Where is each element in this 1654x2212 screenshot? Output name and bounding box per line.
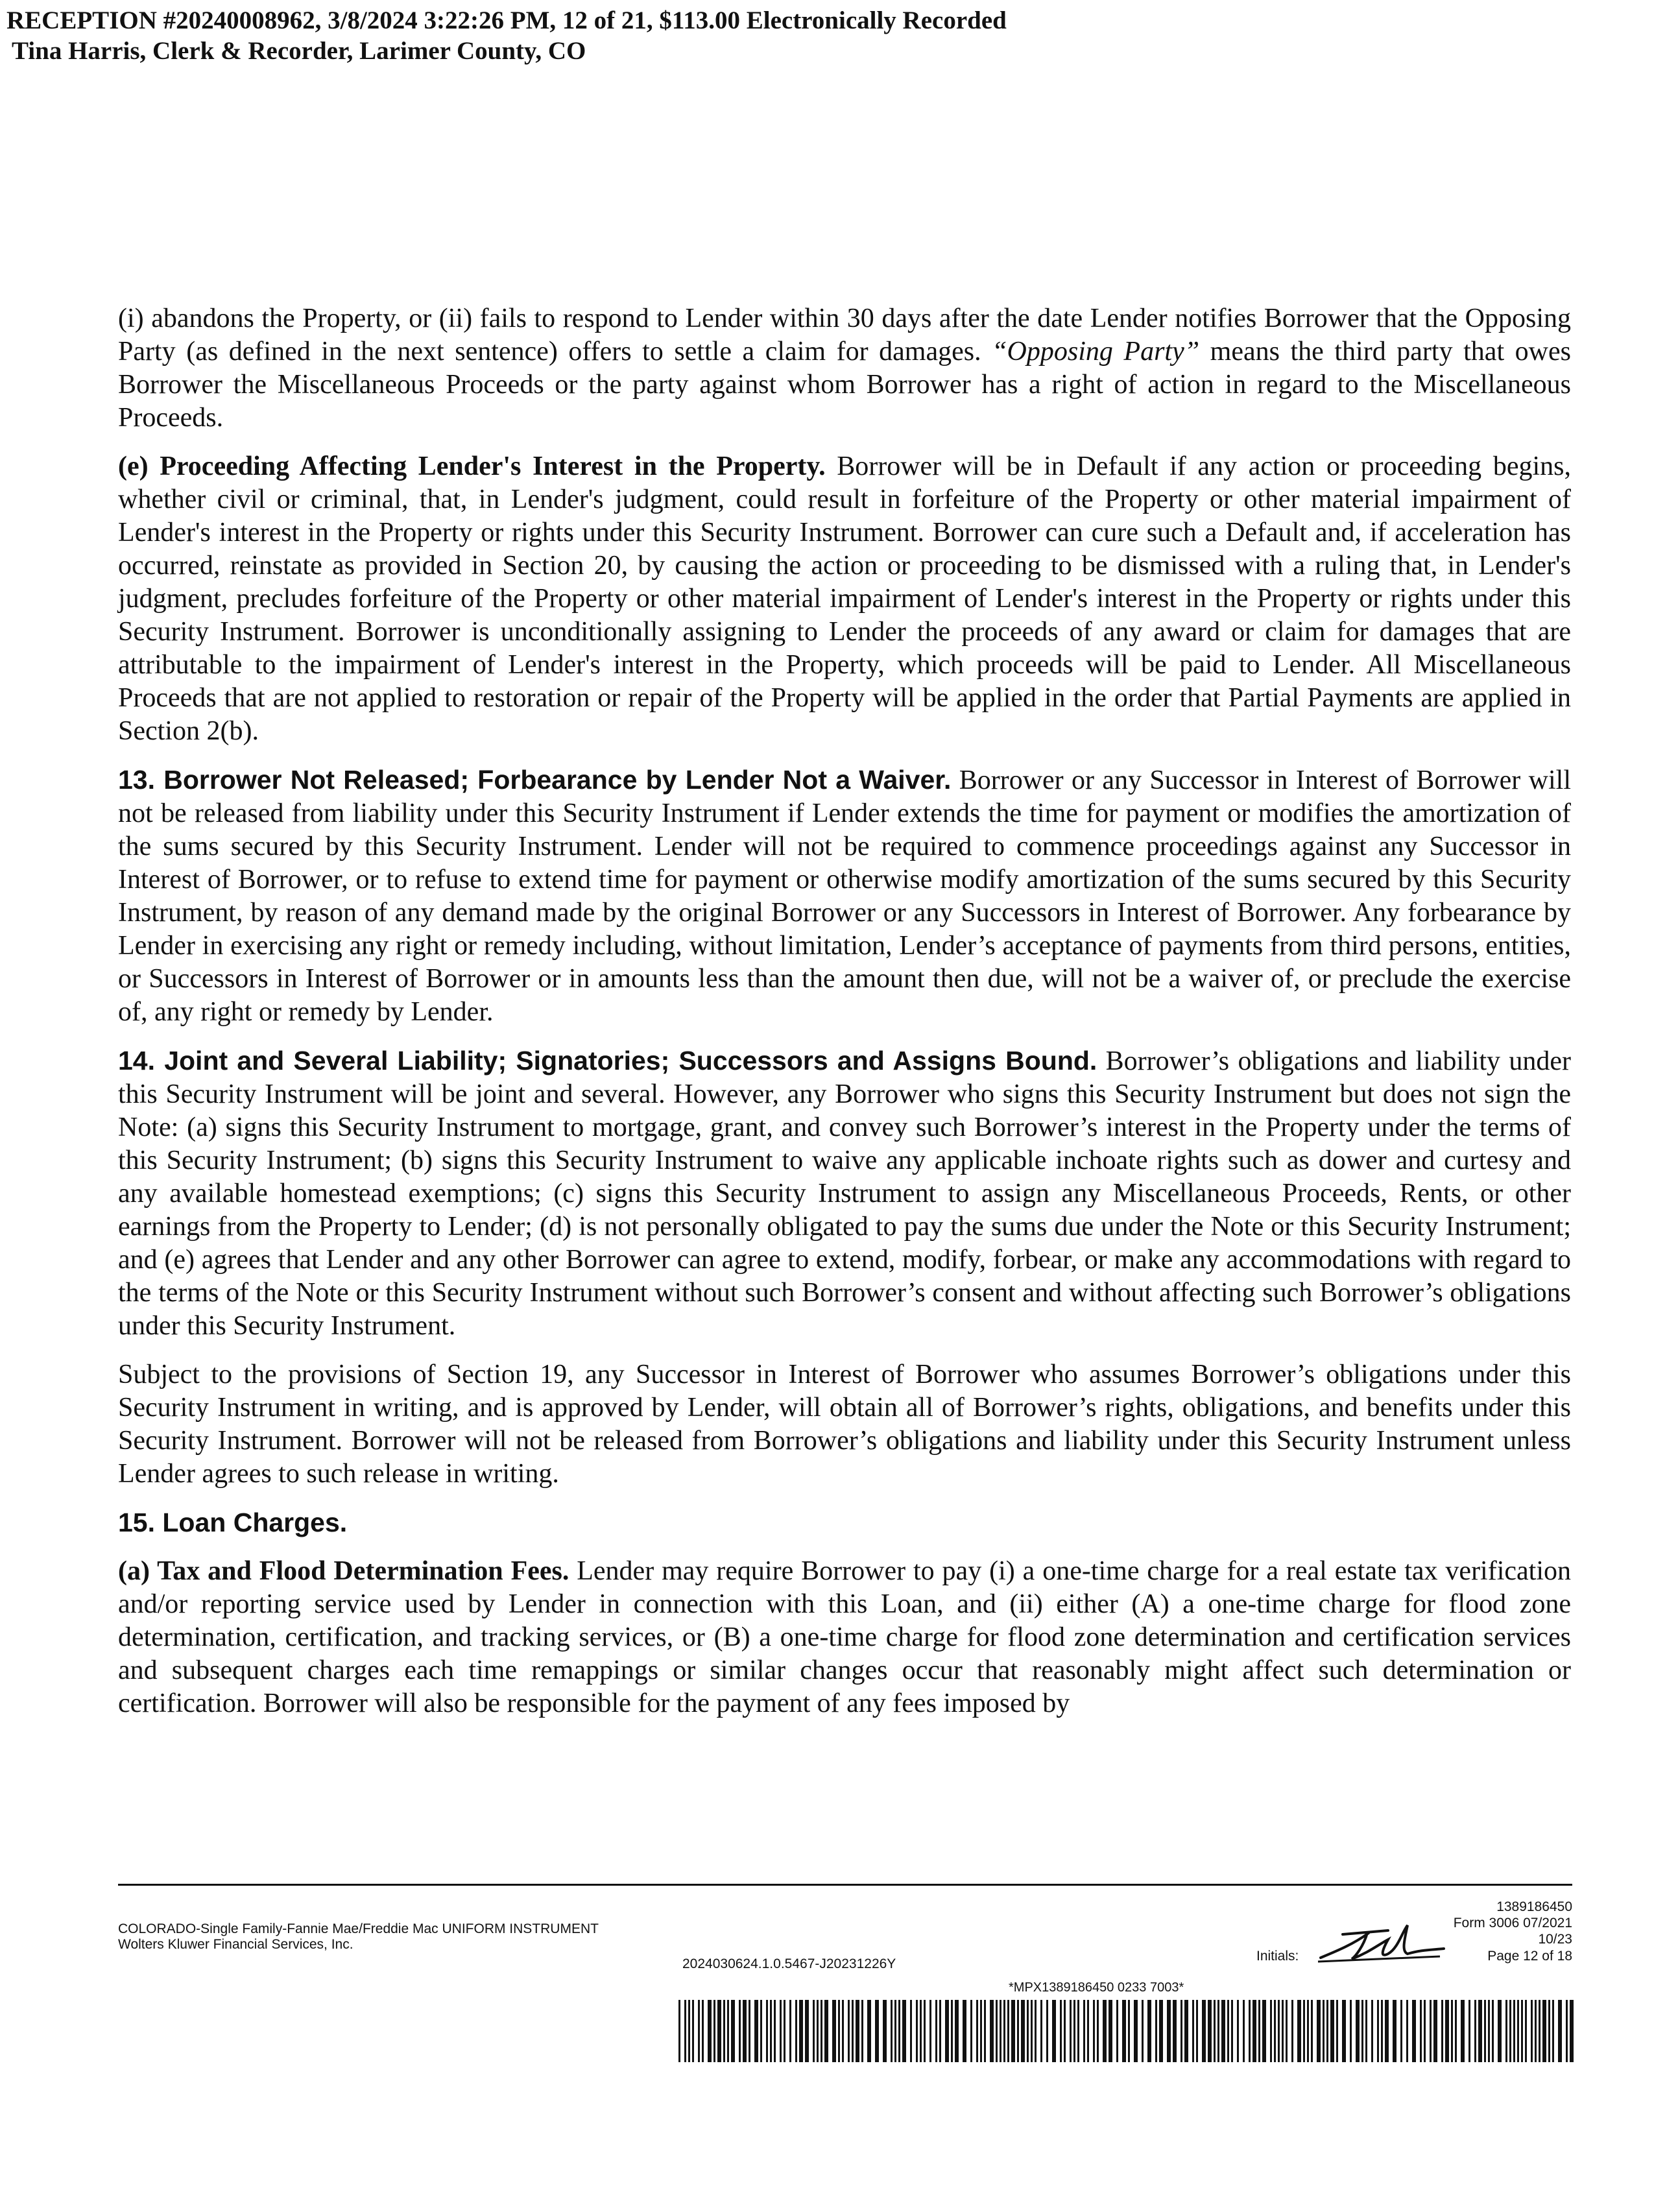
barcode-bar bbox=[838, 2000, 840, 2062]
barcode-bar bbox=[984, 2000, 986, 2062]
section-15a-heading: (a) Tax and Flood Determination Fees. bbox=[118, 1556, 569, 1586]
barcode-bar bbox=[1566, 2000, 1568, 2062]
barcode-bar bbox=[939, 2000, 941, 2062]
section-13 bbox=[118, 763, 1571, 1029]
barcode-bar bbox=[688, 2000, 690, 2062]
barcode-bar bbox=[1167, 2000, 1171, 2062]
section-15a-text: Lender may require Borrower to pay (i) a one-time charge for a real estate tax verification and/or reporting service used by Lender in connection with this Loan, and (ii) either (A) a one-time charge for flood zone determination, certification, and tracking services, or (B) a one-time charge for flood zone determination and certification services and subsequent charges each time remappings or similar changes occur that reasonably might affect such determination or certification. Borrower will also be responsible for the payment of any fees imposed by bbox=[118, 1556, 1572, 1718]
barcode-bar bbox=[1147, 2000, 1151, 2062]
barcode-bar bbox=[1430, 2000, 1432, 2062]
barcode-bar bbox=[684, 2000, 686, 2062]
barcode-bar bbox=[708, 2000, 712, 2062]
barcode-bar bbox=[990, 2000, 994, 2062]
barcode-bar bbox=[821, 2000, 822, 2062]
barcode-bar bbox=[1424, 2000, 1426, 2062]
barcode-bar bbox=[1031, 2000, 1033, 2062]
barcode-bar bbox=[951, 2000, 953, 2062]
barcode-bar bbox=[1400, 2000, 1402, 2062]
barcode-bar bbox=[1258, 2000, 1260, 2062]
barcode-bar bbox=[1539, 2000, 1540, 2062]
barcode-bar bbox=[1420, 2000, 1422, 2062]
barcode-bar bbox=[1103, 2000, 1107, 2062]
barcode-bar bbox=[1521, 2000, 1523, 2062]
barcode-bar bbox=[1021, 2000, 1025, 2062]
barcode-bar bbox=[713, 2000, 715, 2062]
barcode-bar bbox=[856, 2000, 859, 2062]
barcode-graphic bbox=[677, 2000, 1575, 2062]
barcode-bar bbox=[910, 2000, 912, 2062]
barcode-bar bbox=[898, 2000, 900, 2062]
barcode-bar bbox=[1317, 2000, 1321, 2062]
barcode-bar bbox=[1017, 2000, 1019, 2062]
barcode-bar bbox=[1155, 2000, 1157, 2062]
barcode-bar bbox=[1468, 2000, 1470, 2062]
barcode-bar bbox=[739, 2000, 741, 2062]
barcode-bar bbox=[813, 2000, 815, 2062]
barcode-bar bbox=[1073, 2000, 1075, 2062]
section-14-text: Borrower’s obligations and liability under this Security Instrument will be joint and several. However, any Borrower who signs this Security Instrument but does not sign the Note: (a) signs this Security Instrument to mortgage, grant, and convey such Borrower’s interest in the Property under the terms of this Security Instrument; (b) signs this Security Instrument to waive any applicable inchoate rights such as dower and curtesy and any available homestead exemptions; (c) signs this Security Instrument to assign any Miscellaneous Proceeds, Rents, or other earnings from the Property to Lender; (d) is not personally obligated to pay the sums due under the Note or this Security Instrument; and (e) agrees that Lender and any other Borrower can agree to extend, modify, forbear, or make any accommodations with regard to the terms of the Note or this Security Instrument without such Borrower’s consent and without affecting such Borrower’s obligations under this Security Instrument. bbox=[118, 1046, 1571, 1341]
barcode-bar bbox=[805, 2000, 809, 2062]
barcode-bar bbox=[1252, 2000, 1256, 2062]
barcode-bar bbox=[1142, 2000, 1144, 2062]
barcode-bar bbox=[1451, 2000, 1453, 2062]
barcode-bar bbox=[766, 2000, 768, 2062]
recording-line-1: RECEPTION #20240008962, 3/8/2024 3:22:26 PM, 12 of 21, $113.00 Electronically Recorded bbox=[6, 6, 1007, 34]
barcode-bar bbox=[678, 2000, 680, 2062]
barcode-bar bbox=[1323, 2000, 1324, 2062]
barcode-bar bbox=[1282, 2000, 1284, 2062]
footer-divider bbox=[118, 1884, 1572, 1886]
barcode-bar bbox=[1535, 2000, 1537, 2062]
footer-form-number: Form 3006 07/2021 bbox=[1453, 1916, 1572, 1930]
barcode-bar bbox=[1196, 2000, 1198, 2062]
barcode-bar bbox=[1007, 2000, 1009, 2062]
barcode-bar bbox=[1336, 2000, 1338, 2062]
barcode-bar bbox=[980, 2000, 982, 2062]
barcode-bar bbox=[1128, 2000, 1130, 2062]
footer-loan-number: 1389186450 bbox=[1496, 1899, 1572, 1914]
barcode-bar bbox=[1243, 2000, 1245, 2062]
barcode-bar bbox=[1342, 2000, 1346, 2062]
barcode-bar bbox=[789, 2000, 791, 2062]
barcode-bar bbox=[1542, 2000, 1546, 2062]
barcode-bar bbox=[817, 2000, 819, 2062]
barcode-bar bbox=[1509, 2000, 1511, 2062]
section-14 bbox=[118, 1044, 1571, 1343]
barcode-bar bbox=[875, 2000, 879, 2062]
barcode-bar bbox=[1517, 2000, 1519, 2062]
barcode-bar bbox=[924, 2000, 926, 2062]
barcode-bar bbox=[1488, 2000, 1490, 2062]
barcode-bar bbox=[1548, 2000, 1550, 2062]
barcode-bar bbox=[970, 2000, 972, 2062]
barcode-bar bbox=[1231, 2000, 1233, 2062]
recording-line-2: Tina Harris, Clerk & Recorder, Larimer County, CO bbox=[12, 37, 586, 65]
barcode-bar bbox=[891, 2000, 893, 2062]
footer-form-title: COLORADO-Single Family-Fannie Mae/Freddie Mac UNIFORM INSTRUMENT bbox=[118, 1921, 599, 1936]
initials-signature bbox=[1317, 1920, 1446, 1966]
barcode-bar bbox=[1350, 2000, 1352, 2062]
barcode-bar bbox=[1083, 2000, 1085, 2062]
barcode-bar bbox=[1202, 2000, 1206, 2062]
barcode-bar bbox=[727, 2000, 729, 2062]
barcode-bar bbox=[916, 2000, 918, 2062]
barcode-bar bbox=[1184, 2000, 1188, 2062]
section-15a bbox=[118, 1555, 1571, 1720]
barcode-bar bbox=[1461, 2000, 1465, 2062]
barcode-bar bbox=[1356, 2000, 1360, 2062]
barcode-bar bbox=[1003, 2000, 1005, 2062]
barcode-bar bbox=[955, 2000, 959, 2062]
barcode-bar bbox=[1297, 2000, 1301, 2062]
barcode-bar bbox=[1385, 2000, 1389, 2062]
barcode-bar bbox=[698, 2000, 700, 2062]
barcode-bar bbox=[1011, 2000, 1015, 2062]
barcode-bar bbox=[1455, 2000, 1457, 2062]
barcode-bar bbox=[1311, 2000, 1313, 2062]
barcode-bar bbox=[1492, 2000, 1494, 2062]
barcode-bar bbox=[1237, 2000, 1239, 2062]
barcode-bar bbox=[702, 2000, 704, 2062]
barcode-bar bbox=[1291, 2000, 1293, 2062]
barcode-bar bbox=[1122, 2000, 1126, 2062]
barcode-bar bbox=[883, 2000, 887, 2062]
barcode-bar bbox=[861, 2000, 863, 2062]
barcode-bar bbox=[1274, 2000, 1276, 2062]
barcode-caption: *MPX1389186450 0233 7003* bbox=[1009, 1980, 1184, 1995]
barcode-bar bbox=[1393, 2000, 1396, 2062]
barcode-bar bbox=[920, 2000, 922, 2062]
section-15-heading: 15. Loan Charges. bbox=[118, 1508, 348, 1537]
barcode-bar bbox=[780, 2000, 782, 2062]
barcode-bar bbox=[1270, 2000, 1272, 2062]
barcode-bar bbox=[929, 2000, 931, 2062]
barcode-bar bbox=[996, 2000, 998, 2062]
barcode-bar bbox=[1070, 2000, 1072, 2062]
section-13-text: Borrower or any Successor in Interest of Borrower will not be released from liability under this Security Instrument if Lender extends the time for payment or modifies the amortization of the sums secured by this Security Instrument. Lender will not be required to commence proceedings against any Successor in Interest of Borrower, or to refuse to extend time for payment or otherwise modify amortization of the sums secured by this Security Instrument, by reason of any demand made by the original Borrower or any Successors in Interest of Borrower. Any forbearance by Lender in exercising any right or remedy including, without limitation, Lender’s acceptance of payments from third persons, entities, or Successors in Interest of Borrower or in amounts less than the amount then due, will not be a waiver of, or preclude the exercise of, any right or remedy by Lender. bbox=[118, 765, 1571, 1027]
barcode-bar bbox=[1412, 2000, 1416, 2062]
barcode-bar bbox=[1377, 2000, 1379, 2062]
barcode-bar bbox=[1505, 2000, 1507, 2062]
barcode-bar bbox=[1558, 2000, 1562, 2062]
barcode-bar bbox=[1227, 2000, 1229, 2062]
barcode-bar bbox=[1365, 2000, 1367, 2062]
barcode-bar bbox=[1060, 2000, 1062, 2062]
barcode-bar bbox=[1221, 2000, 1225, 2062]
barcode-bar bbox=[976, 2000, 978, 2062]
barcode-bar bbox=[1498, 2000, 1502, 2062]
barcode-bar bbox=[1214, 2000, 1216, 2062]
barcode-bar bbox=[1208, 2000, 1212, 2062]
barcode-bar bbox=[1406, 2000, 1408, 2062]
barcode-bar bbox=[1217, 2000, 1219, 2062]
barcode-bar bbox=[945, 2000, 949, 2062]
barcode-bar bbox=[1040, 2000, 1042, 2062]
barcode-bar bbox=[1441, 2000, 1443, 2062]
barcode-bar bbox=[902, 2000, 906, 2062]
barcode-bar bbox=[1000, 2000, 1001, 2062]
barcode-bar bbox=[1097, 2000, 1099, 2062]
barcode-bar bbox=[1531, 2000, 1533, 2062]
barcode-bar bbox=[832, 2000, 836, 2062]
section-12e-text: Borrower will be in Default if any action or proceeding begins, whether civil or criminal, that, in Lender's judgment, could result in forfeiture of the Property or other material impairment of Lender's interest in the Property or rights under this Security Instrument. Borrower can cure such a Default and, if acceleration has occurred, reinstate as provided in Section 20, by causing the action or proceeding to be dismissed with a ruling that, in Lender's judgment, precludes forfeiture of the Property or other material impairment of Lender's interest in the Property or rights under this Security Instrument. Borrower is unconditionally assigning to Lender the proceeds of any award or claim for damages that are attributable to the impairment of Lender's interest in the Property, which proceeds will be paid to Lender. All Miscellaneous Proceeds that are not applied to restoration or repair of the Property will be applied in the order that Partial Payments are applied in Section 2(b). bbox=[118, 451, 1571, 746]
barcode-bar bbox=[1371, 2000, 1373, 2062]
barcode-bar bbox=[770, 2000, 772, 2062]
barcode-bar bbox=[1262, 2000, 1266, 2062]
barcode-bar bbox=[1286, 2000, 1288, 2062]
footer-publisher: Wolters Kluwer Financial Services, Inc. bbox=[118, 1937, 354, 1952]
barcode-bar bbox=[1326, 2000, 1328, 2062]
section-12e-heading: (e) Proceeding Affecting Lender's Interest in the Property. bbox=[118, 451, 826, 481]
barcode-bar bbox=[1116, 2000, 1118, 2062]
barcode-bar bbox=[1181, 2000, 1182, 2062]
barcode-bar bbox=[1064, 2000, 1066, 2062]
barcode-bar bbox=[852, 2000, 854, 2062]
barcode-bar bbox=[692, 2000, 694, 2062]
barcode-bar bbox=[1484, 2000, 1486, 2062]
barcode-bar bbox=[1381, 2000, 1383, 2062]
recording-stamp bbox=[6, 5, 1007, 66]
paragraph-opposing-party: (i) abandons the Property, or (ii) fails to respond to Lender within 30 days after the date Lender notifies Borrower that the Opposing Party (as defined in the next sentence) offers to settle a claim for damages. “Opposing Party” means the third party that owes Borrower the Miscellaneous Proceeds or the party against whom Borrower has a right of action in regard to the Miscellaneous Proceeds. bbox=[118, 304, 1571, 433]
barcode-bar bbox=[1570, 2000, 1574, 2062]
section-12e bbox=[118, 450, 1571, 748]
document-body bbox=[118, 302, 1571, 1736]
barcode-bar bbox=[1552, 2000, 1554, 2062]
barcode-bar bbox=[795, 2000, 797, 2062]
barcode-bar bbox=[1330, 2000, 1334, 2062]
barcode-bar bbox=[1307, 2000, 1309, 2062]
barcode-bar bbox=[1433, 2000, 1437, 2062]
barcode-bar bbox=[799, 2000, 803, 2062]
barcode-bar bbox=[1278, 2000, 1280, 2062]
barcode-bar bbox=[842, 2000, 844, 2062]
barcode-bar bbox=[754, 2000, 758, 2062]
barcode-bar bbox=[717, 2000, 721, 2062]
barcode-bar bbox=[1361, 2000, 1363, 2062]
barcode-bar bbox=[1109, 2000, 1112, 2062]
barcode-bar bbox=[1478, 2000, 1482, 2062]
section-14-heading: 14. Joint and Several Liability; Signatories; Successors and Assigns Bound. bbox=[118, 1046, 1097, 1076]
barcode-bar bbox=[731, 2000, 735, 2062]
barcode-bar bbox=[963, 2000, 966, 2062]
barcode-bar bbox=[824, 2000, 828, 2062]
barcode-bar bbox=[1087, 2000, 1089, 2062]
barcode-bar bbox=[1303, 2000, 1305, 2062]
barcode-bar bbox=[1027, 2000, 1029, 2062]
footer-page-number: Page 12 of 18 bbox=[1487, 1949, 1572, 1964]
barcode-bar bbox=[1093, 2000, 1095, 2062]
barcode-bar bbox=[1159, 2000, 1163, 2062]
barcode-bar bbox=[1513, 2000, 1515, 2062]
barcode-bar bbox=[1192, 2000, 1194, 2062]
term-opposing-party: “Opposing Party” bbox=[992, 337, 1200, 367]
barcode-bar bbox=[848, 2000, 850, 2062]
barcode-bar bbox=[1173, 2000, 1177, 2062]
barcode-bar bbox=[743, 2000, 747, 2062]
barcode-bar bbox=[723, 2000, 725, 2062]
footer-initials-label: Initials: bbox=[1256, 1949, 1299, 1964]
barcode bbox=[677, 2000, 1575, 2062]
barcode-bar bbox=[1134, 2000, 1138, 2062]
barcode-bar bbox=[1445, 2000, 1449, 2062]
barcode-bar bbox=[1525, 2000, 1527, 2062]
barcode-bar bbox=[894, 2000, 896, 2062]
barcode-bar bbox=[1046, 2000, 1048, 2062]
footer-revision: 10/23 bbox=[1538, 1932, 1572, 1947]
barcode-bar bbox=[1077, 2000, 1079, 2062]
barcode-bar bbox=[935, 2000, 937, 2062]
barcode-bar bbox=[1035, 2000, 1037, 2062]
barcode-bar bbox=[784, 2000, 785, 2062]
barcode-bar bbox=[1474, 2000, 1476, 2062]
section-14-subject-paragraph: Subject to the provisions of Section 19, any Successor in Interest of Borrower who assumes Borrower’s obligations under this Security Instrument in writing, and is approved by Lender, will obtain all of Borrower’s rights, obligations, and benefits under this Security Instrument. Borrower will not be released from Borrower’s obligations and liability under this Security Instrument unless Lender agrees to such release in writing. bbox=[118, 1360, 1571, 1489]
footer-doc-code: 2024030624.1.0.5467-J20231226Y bbox=[682, 1956, 896, 1971]
barcode-bar bbox=[1052, 2000, 1056, 2062]
barcode-bar bbox=[1249, 2000, 1251, 2062]
barcode-bar bbox=[749, 2000, 750, 2062]
barcode-bar bbox=[867, 2000, 871, 2062]
barcode-bar bbox=[760, 2000, 762, 2062]
barcode-bar bbox=[774, 2000, 776, 2062]
section-13-heading: 13. Borrower Not Released; Forbearance by Lender Not a Waiver. bbox=[118, 765, 952, 795]
